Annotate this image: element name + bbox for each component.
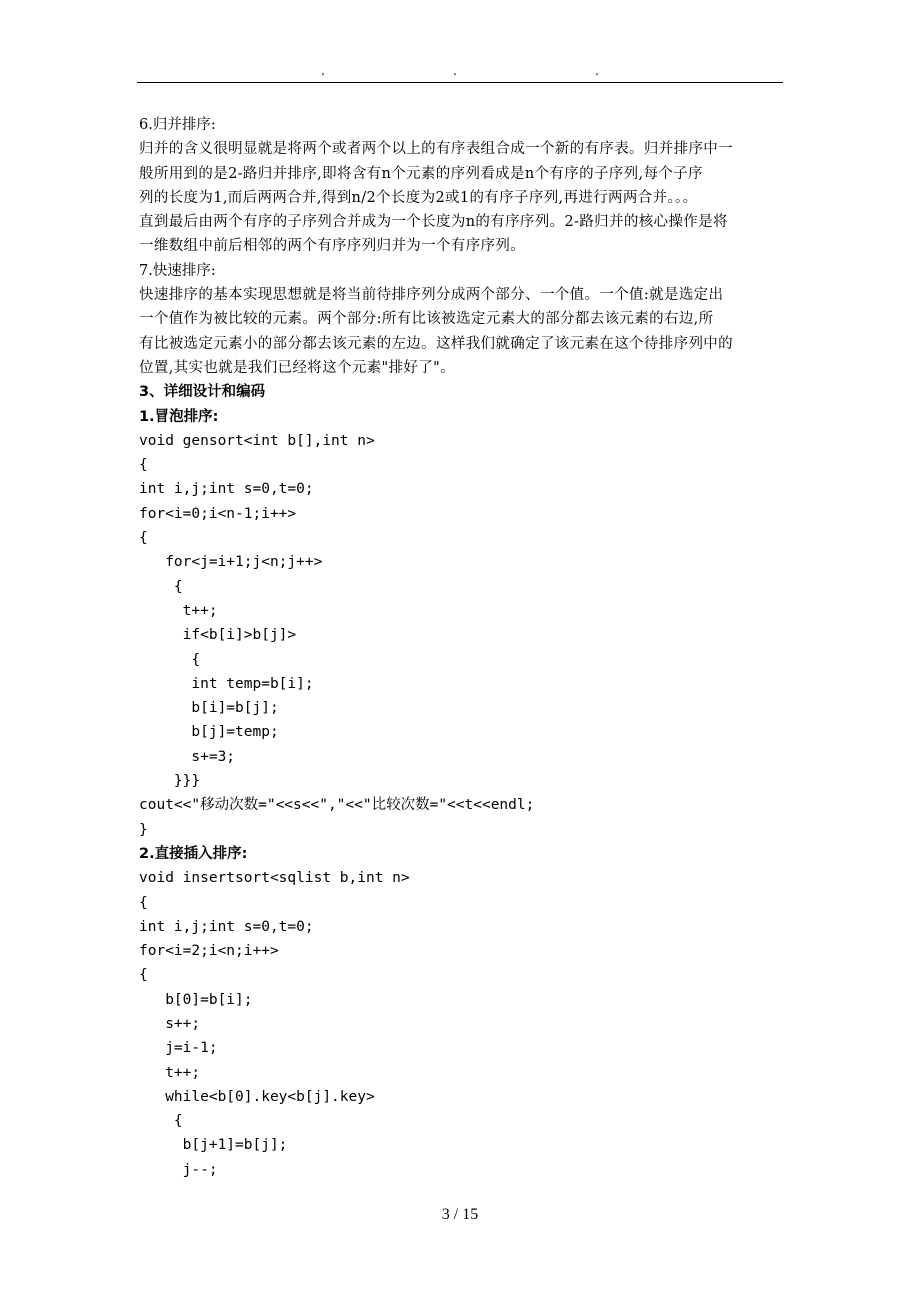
code-line: { [139, 894, 148, 911]
code-line: int temp=b[i]; [139, 675, 314, 692]
page-content [139, 113, 785, 1182]
code-line: } [139, 821, 148, 838]
code-line: { [139, 457, 148, 474]
code-line: s+=3; [139, 748, 236, 765]
header-dot: . [321, 64, 325, 78]
code-line: void insertsort<sqlist b,int n> [139, 870, 410, 887]
paragraph-line: 一维数组中前后相邻的两个有序序列归并为一个有序序列。 [139, 238, 526, 255]
code-line: b[i]=b[j]; [139, 700, 279, 717]
code-line: if<b[i]>b[j]> [139, 627, 297, 644]
code-line: for<j=i+1;j<n;j++> [139, 554, 323, 571]
paragraph-line: 一个值作为被比较的元素。两个部分:所有比该被选定元素大的部分都去该元素的右边,所 [139, 311, 714, 328]
paragraph-line: 直到最后由两个有序的子序列合并成为一个长度为n的有序序列。2-路归并的核心操作是将 [139, 214, 728, 231]
insertion-sort-heading: 2.直接插入排序: [139, 845, 248, 862]
code-line: { [139, 967, 148, 984]
paragraph-line: 般所用到的是2-路归并排序,即将含有n个元素的序列看成是n个有序的子序列,每个子序 [139, 165, 703, 182]
header-rule [137, 82, 783, 83]
code-line: j=i-1; [139, 1040, 218, 1057]
bubble-sort-heading: 1.冒泡排序: [139, 408, 219, 425]
code-line: s++; [139, 1015, 201, 1032]
design-section-heading: 3、详细设计和编码 [139, 384, 266, 401]
code-line: b[j]=temp; [139, 724, 279, 741]
code-line: while<b[0].key<b[j].key> [139, 1088, 375, 1105]
page-number: 3 / 15 [441, 1206, 479, 1223]
code-line: { [139, 651, 201, 668]
header-dot: . [595, 64, 599, 78]
paragraph-line: 归并的含义很明显就是将两个或者两个以上的有序表组合成一个新的有序表。归并排序中一 [139, 141, 733, 158]
paragraph-line: 列的长度为1,而后两两合并,得到n/2个长度为2或1的有序子序列,再进行两两合并。。。 [139, 189, 698, 206]
code-line: }}} [139, 773, 201, 790]
code-line: { [139, 530, 148, 547]
paragraph-line: 有比被选定元素小的部分都去该元素的左边。这样我们就确定了该元素在这个待排序列中的 [139, 335, 733, 352]
header-dot: . [453, 64, 457, 78]
code-line: for<i=2;i<n;i++> [139, 943, 279, 960]
paragraph-line: 位置,其实也就是我们已经将这个元素"排好了"。 [139, 359, 455, 376]
paragraph-line: 快速排序的基本实现思想就是将当前待排序列分成两个部分、一个值。一个值:就是选定出 [139, 287, 724, 304]
code-line: for<i=0;i<n-1;i++> [139, 505, 297, 522]
code-line: b[0]=b[i]; [139, 991, 253, 1008]
code-line: int i,j;int s=0,t=0; [139, 918, 314, 935]
code-line: void gensort<int b[],int n> [139, 432, 375, 449]
quick-sort-heading: 7.快速排序: [139, 262, 216, 279]
merge-sort-heading: 6.归并排序: [139, 117, 216, 133]
code-line: { [139, 1113, 183, 1130]
code-line: { [139, 578, 183, 595]
code-line: t++; [139, 1064, 201, 1081]
code-line: j--; [139, 1161, 218, 1178]
code-line: int i,j;int s=0,t=0; [139, 481, 314, 498]
code-line: t++; [139, 602, 218, 619]
code-line: cout<<"移动次数="<<s<<","<<"比较次数="<<t<<endl; [139, 797, 535, 814]
code-line: b[j+1]=b[j]; [139, 1137, 288, 1154]
